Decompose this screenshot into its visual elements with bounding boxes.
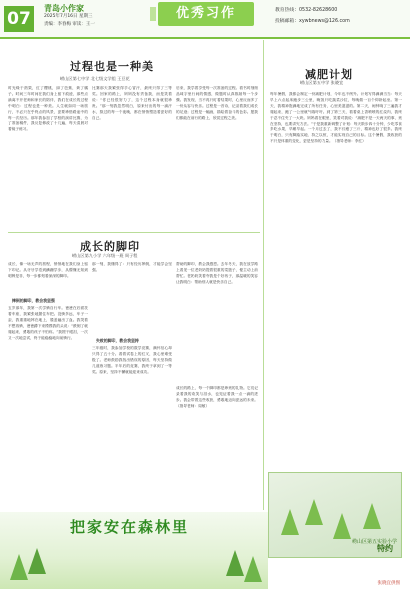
article3-column-1: 成长，像一场无声的旅程，悄悄地在我们身上留下印记。从牙牙学语到蹒跚学步，从懵懂无知到明辨是非，每一步都刻着深深的脚印。 bbox=[8, 262, 88, 278]
article3-byline: 崂山区第九小学 六年级一班 周子程 bbox=[72, 253, 138, 258]
article3-subhead-1: 摔倒的脚印，教会我坚强 bbox=[12, 298, 55, 303]
article1-column-1: 时光缘于熟果，红了樱桃，绿了芭蕉，黄了橘子。时间三年时间在我们身上留下痕迹，那些点滴离不开老师和家长的陪伴，我们在成长的过程中明白：过程也是一种美。人生就如同一场旅行，不必只在乎终点的风景，更要珍惜路途中的每一次经历。那年我参加了学校的演讲比赛，为了准备稿件，我反复修改了十几遍，每天清晨对着镜子练习。 bbox=[8, 86, 88, 132]
article1-column-3: 后来，我学着享受每一次准备的过程。看书时细细品味字里行间的情感，做题时认真推敲每一个步骤。我发现，当不再只盯着结果时，心里反而多了一份从容与快乐。过程是一首诗，记录着我们成长的足迹；过程是一幅画，描绘着奋斗的色彩。愿我们都能在前行的路上，欣赏过程之美。 bbox=[176, 86, 258, 120]
article1-title: 过程也是一种美 bbox=[70, 60, 154, 73]
hotline: 教育热线：0532-82628600 bbox=[275, 8, 338, 13]
section-title: 优秀习作 bbox=[158, 2, 254, 26]
photo-caption: 特约 bbox=[377, 544, 393, 553]
article3-column-3: 帮助的脚印，教会我感恩。去年冬天，我在放学路上看见一位老奶奶提着很重的菜篮子，便主动上前帮忙。老奶奶笑着夸我是个好孩子，那温暖的笑容让我明白：帮助别人就是快乐自己。 bbox=[176, 262, 258, 284]
article2-byline: 崂山区第五中学 张晓宜 bbox=[300, 80, 344, 85]
article2-body: 每年暑假，我都会制定一份减肥计划，今年也不例外。计划写得满满当当：每天早上六点起床跑步三公里，晚饭只吃蔬菜沙拉，每晚做一百个仰卧起坐。第一天，我精神饱满地完成了所有任务，心里美滋滋的。第二天，闹钟响了三遍我才爬起来，跑了一公里就气喘吁吁。到了第三天，看着桌上香喷喷的红烧肉，我终于忍不住夹了一大块。妈妈看在眼里，笑着对我说：“减肥不是一天两天的事，贵在坚持，也要讲究方法。”于是我重新调整了计划：每天散步四十分钟，少吃零食多吃水果，早睡早起。一个月过去了，我不仅瘦了三斤，精神也好了很多。我终于明白，只有脚踏实地、持之以恒，才能实现自己的目标。这个暑假，我收获的不只是体重的变化，更是坚持的力量。（指导老师：李红） bbox=[270, 92, 402, 144]
photo-credit: 张晓宜供图 bbox=[377, 581, 400, 586]
article1-byline: 崂山区第七中学 北七级文学组 王豆花 bbox=[60, 76, 130, 81]
article3-title: 成长的脚印 bbox=[80, 240, 140, 253]
article3-column-2b: 三年级时，我参加学校的数学竞赛，满怀信心却只得了五十分。看着试卷上的红叉，我心里难受极了。老师鼓励我找出错误的原因，每天坚持做几道练习题。半年后的竞赛，我终于拿到了一等奖。原来，坚持不懈就能迎来成功。 bbox=[92, 346, 172, 374]
article1-column-2: 比赛那天我紧张得手心冒汗，最终只得了三等奖。回家的路上，妈妈没有责备我，而是笑着说：“你已经很努力了，这个过程本身就很珍贵。”那一刻我忽然明白，原来付出的每一滴汗水，熬过的每一个夜晚，都在悄悄塑造着更好的自己。 bbox=[92, 86, 172, 120]
article-divider bbox=[8, 232, 260, 233]
submission-email: 投稿邮箱：xywbnews@126.com bbox=[275, 19, 350, 24]
article3-column-1b: 五岁那年，我第一次学骑自行车。爸爸在后面扶着车座，我紧张地握住车把。没骑多远，车子一歪，我重重地摔在地上，膝盖磕出了血。我哭着不想再骑，爸爸蹲下来摸摸我的头说：“跌倒了就爬起来，勇敢的孩子不怕疼。”我擦干眼泪，一次又一次地尝试，终于能稳稳地向前骑行。 bbox=[8, 306, 88, 340]
article3-column-2: 那一刻，我懂得了：只有经历摔倒，才能学会坚强。 bbox=[92, 262, 172, 272]
editors-line: 责编：李春梅 审读：王一 bbox=[44, 22, 95, 27]
illustration-photo bbox=[268, 472, 402, 558]
photo-school-label: 崂山区第五实验小学 bbox=[351, 539, 397, 545]
newspaper-brand: 青岛小作家 bbox=[44, 4, 84, 13]
page-number: 07 bbox=[4, 6, 34, 32]
article2-title: 减肥计划 bbox=[305, 68, 353, 81]
banner-title: 把家安在森林里 bbox=[70, 518, 190, 536]
article3-subhead-2: 失败的脚印，教会我坚持 bbox=[96, 338, 139, 343]
column-divider bbox=[263, 40, 264, 510]
issue-date: 2025年7月16日 星期三 bbox=[44, 14, 93, 19]
article3-column-3b: 成长的路上，每一个脚印都是珍贵的礼物。它们记录着我的欢笑与泪水，也见证着我一点一滴的进步。我会带着这些收获，勇敢地迈向更远的未来。（指导老师：周敏） bbox=[176, 386, 258, 408]
